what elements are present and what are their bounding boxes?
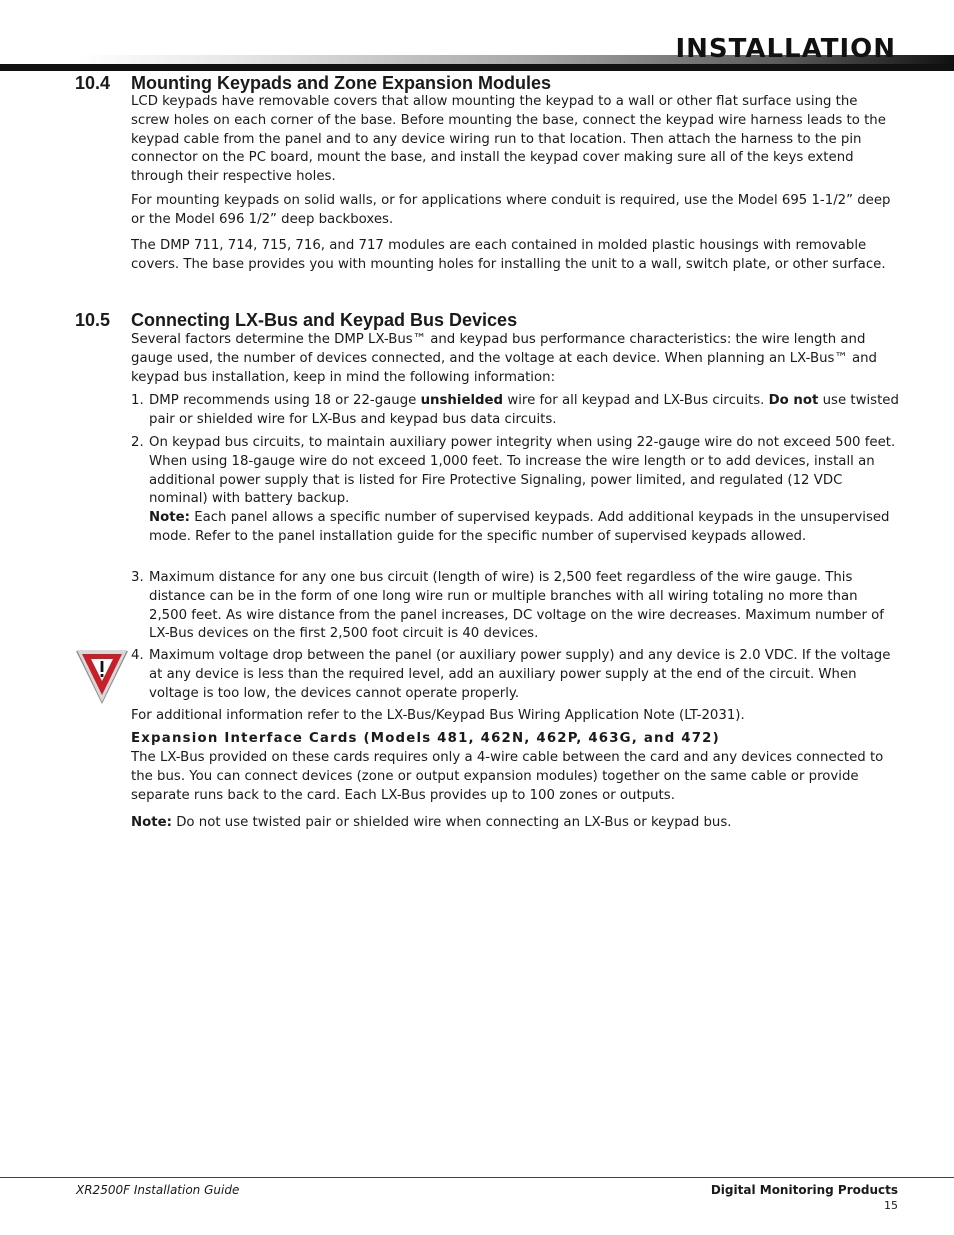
- final-note: Note: Do not use twisted pair or shielded wire when connecting an LX-Bus or keypad bus.: [131, 815, 732, 830]
- paragraph: The DMP 711, 714, 715, 716, and 717 modules are each contained in molded plastic housings with removable covers. The base provides you with mounting holes for installing the unit to a wall, switch plate, or other surface.: [131, 238, 886, 272]
- paragraph: Several factors determine the DMP LX-Bus™ and keypad bus performance characteristics: the wire length and gauge used, the number of devices connected, and the voltage at each device. When planning an LX-Bus™ and keypad bus installation, keep in mind the following information:: [131, 332, 877, 385]
- note-label: Note:: [149, 510, 190, 526]
- list-text: On keypad bus circuits, to maintain auxiliary power integrity when using 22-gauge wire do not exceed 500 feet. When using 18-gauge wire do not exceed 1,000 feet. To increase the wire length or to add devices, install an additional power supply that is listed for Fire Protective Signaling, power limited, and regulated (12 VDC nominal) with battery backup. Note: Each panel allows a specific number of supervised keypads. Add additional keypads in the unsupervised mode. Refer to the panel installation guide for the specific number of supervised keypads allowed.: [149, 435, 896, 544]
- list-number: 4.: [131, 648, 144, 663]
- list-item: [131, 647, 899, 703]
- list-item: [131, 569, 899, 644]
- list-number: 3.: [131, 570, 144, 585]
- list-text: Maximum distance for any one bus circuit (length of wire) is 2,500 feet regardless of the wire gauge. This distance can be in the form of one long wire run or multiple branches with all wiring totaling no more than 2,500 feet. As wire distance from the panel increases, DC voltage on the wire decreases. Maximum number of LX-Bus devices on the first 2,500 foot circuit is 40 devices.: [149, 570, 884, 642]
- footer-company: Digital Monitoring Products: [710, 1183, 898, 1197]
- section-number: 10.4: [75, 73, 111, 93]
- section-title: Mounting Keypads and Zone Expansion Modules: [131, 73, 552, 93]
- list-text: DMP recommends using 18 or 22-gauge unshielded wire for all keypad and LX-Bus circuits. Do not use twisted pair or shielded wire for LX-Bus and keypad bus data circuits.: [149, 393, 899, 427]
- warning-triangle-icon: [74, 648, 130, 706]
- paragraph: LCD keypads have removable covers that allow mounting the keypad to a wall or other flat surface using the screw holes on each corner of the base. Before mounting the base, connect the keypad wire harness leads to the keypad cable from the panel and to any device wiring run to that location. Then attach the harness to the pin connector on the PC board, mount the base, and install the keypad cover making sure all of the keys extend through their respective holes.: [131, 94, 886, 185]
- list-number: 1.: [131, 393, 144, 408]
- list-text: Maximum voltage drop between the panel (or auxiliary power supply) and any device is 2.0 VDC. If the voltage at any device is less than the required level, add an auxiliary power supply at the end of the circuit. When voltage is too low, the devices cannot operate properly.: [149, 648, 891, 701]
- page-number: 15: [884, 1199, 898, 1212]
- paragraph: The LX-Bus provided on these cards requires only a 4-wire cable between the card and any devices connected to the bus. You can connect devices (zone or output expansion modules) together on the same cable or provide separate runs back to the card. Each LX-Bus provides up to 100 zones or outputs.: [131, 750, 884, 803]
- note-label: Note:: [131, 815, 172, 830]
- section-number: 10.5: [75, 310, 111, 330]
- list-number: 2.: [131, 435, 144, 450]
- section-title: Connecting LX-Bus and Keypad Bus Devices: [131, 310, 518, 330]
- header-black-rule: [0, 64, 954, 71]
- paragraph: For additional information refer to the LX-Bus/Keypad Bus Wiring Application Note (LT-2031).: [131, 708, 745, 723]
- page-section-title: INSTALLATION: [675, 34, 896, 64]
- list-item: [131, 434, 899, 547]
- subsection-heading: Expansion Interface Cards (Models 481, 462N, 462P, 463G, and 472): [131, 731, 720, 746]
- list-item: [131, 392, 899, 430]
- paragraph: For mounting keypads on solid walls, or for applications where conduit is required, use the Model 695 1-1/2” deep or the Model 696 1/2” deep backboxes.: [131, 193, 891, 227]
- footer-guide-name: XR2500F Installation Guide: [76, 1183, 240, 1197]
- footer-rule: [0, 1177, 954, 1178]
